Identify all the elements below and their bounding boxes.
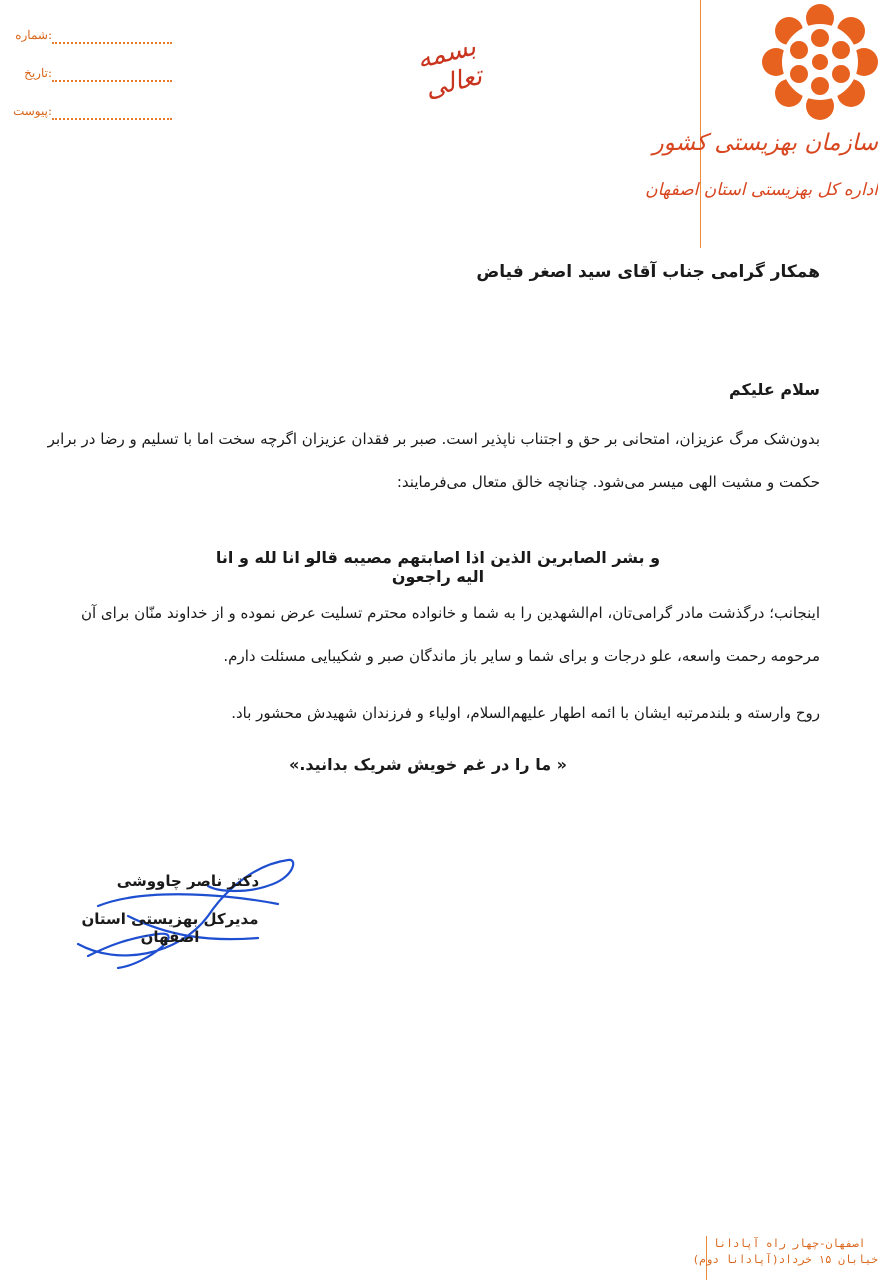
greeting: سلام علیکم bbox=[728, 380, 820, 399]
number-label: :شماره bbox=[15, 28, 52, 42]
basmala-text: بسمه تعالی bbox=[413, 31, 486, 105]
signatory-title: مدیرکل بهزیستی استان اصفهان bbox=[81, 910, 259, 946]
attachment-field bbox=[0, 104, 200, 142]
address-line-2: خیابان ۱۵ خرداد(آپادانا دوم) bbox=[692, 1253, 878, 1266]
basmala bbox=[405, 30, 495, 105]
paragraph-intro: بدون‌شک مرگ عزیزان، امتحانی بر حق و اجتناب ناپذیر است. صبر بر فقدان عزیزان اگرچه سخت اما با تسلیم و رضا در برابر حکمت و مشیت الهی میسر می‌شود. چنانچه خالق متعال می‌فرمایند: bbox=[47, 430, 820, 491]
footer-address bbox=[692, 1236, 878, 1280]
attachment-label: :پیوست bbox=[12, 104, 52, 118]
closing-line: « ما را در غم خویش شریک بدانید.» bbox=[288, 755, 568, 774]
signatory-name: دکتر ناصر چاووشی bbox=[116, 872, 260, 890]
quran-verse: و بشر الصابرین الذین اذا اصابتهم مصیبه قالو انا لله و انا الیه راجعون bbox=[215, 548, 661, 586]
organization-subtitle: اداره کل بهزیستی استان اصفهان bbox=[645, 180, 878, 200]
reference-fields bbox=[0, 28, 200, 142]
recipient-salutation: همکار گرامی جناب آقای سید اصغر فیاض bbox=[476, 262, 820, 282]
header-divider bbox=[700, 0, 701, 248]
date-field bbox=[0, 66, 200, 104]
date-label: :تاریخ bbox=[24, 66, 52, 80]
organization-logo-icon bbox=[752, 4, 878, 124]
address-line-1: اصفهان-چهار راه آپادانا bbox=[713, 1237, 866, 1250]
paragraph-condolence: اینجانب؛ درگذشت مادر گرامی‌تان، ام‌الشهدین را به شما و خانواده محترم تسلیت عرض نموده و از خداوند منّان برای آن مرحومه رحمت واسعه، علو درجات و برای شما و سایر باز ماندگان صبر و شکیبایی مسئلت دارم. bbox=[80, 604, 820, 665]
number-blank bbox=[52, 32, 172, 44]
paragraph-prayer: روح وارسته و بلندمرتبه ایشان با ائمه اطهار علیهم‌السلام، اولیاء و فرزندان شهیدش محشور باد. bbox=[231, 704, 820, 722]
date-blank bbox=[52, 70, 172, 82]
attachment-blank bbox=[52, 108, 172, 120]
number-field bbox=[0, 28, 200, 66]
organization-name: سازمان بهزیستی کشور bbox=[652, 130, 878, 156]
